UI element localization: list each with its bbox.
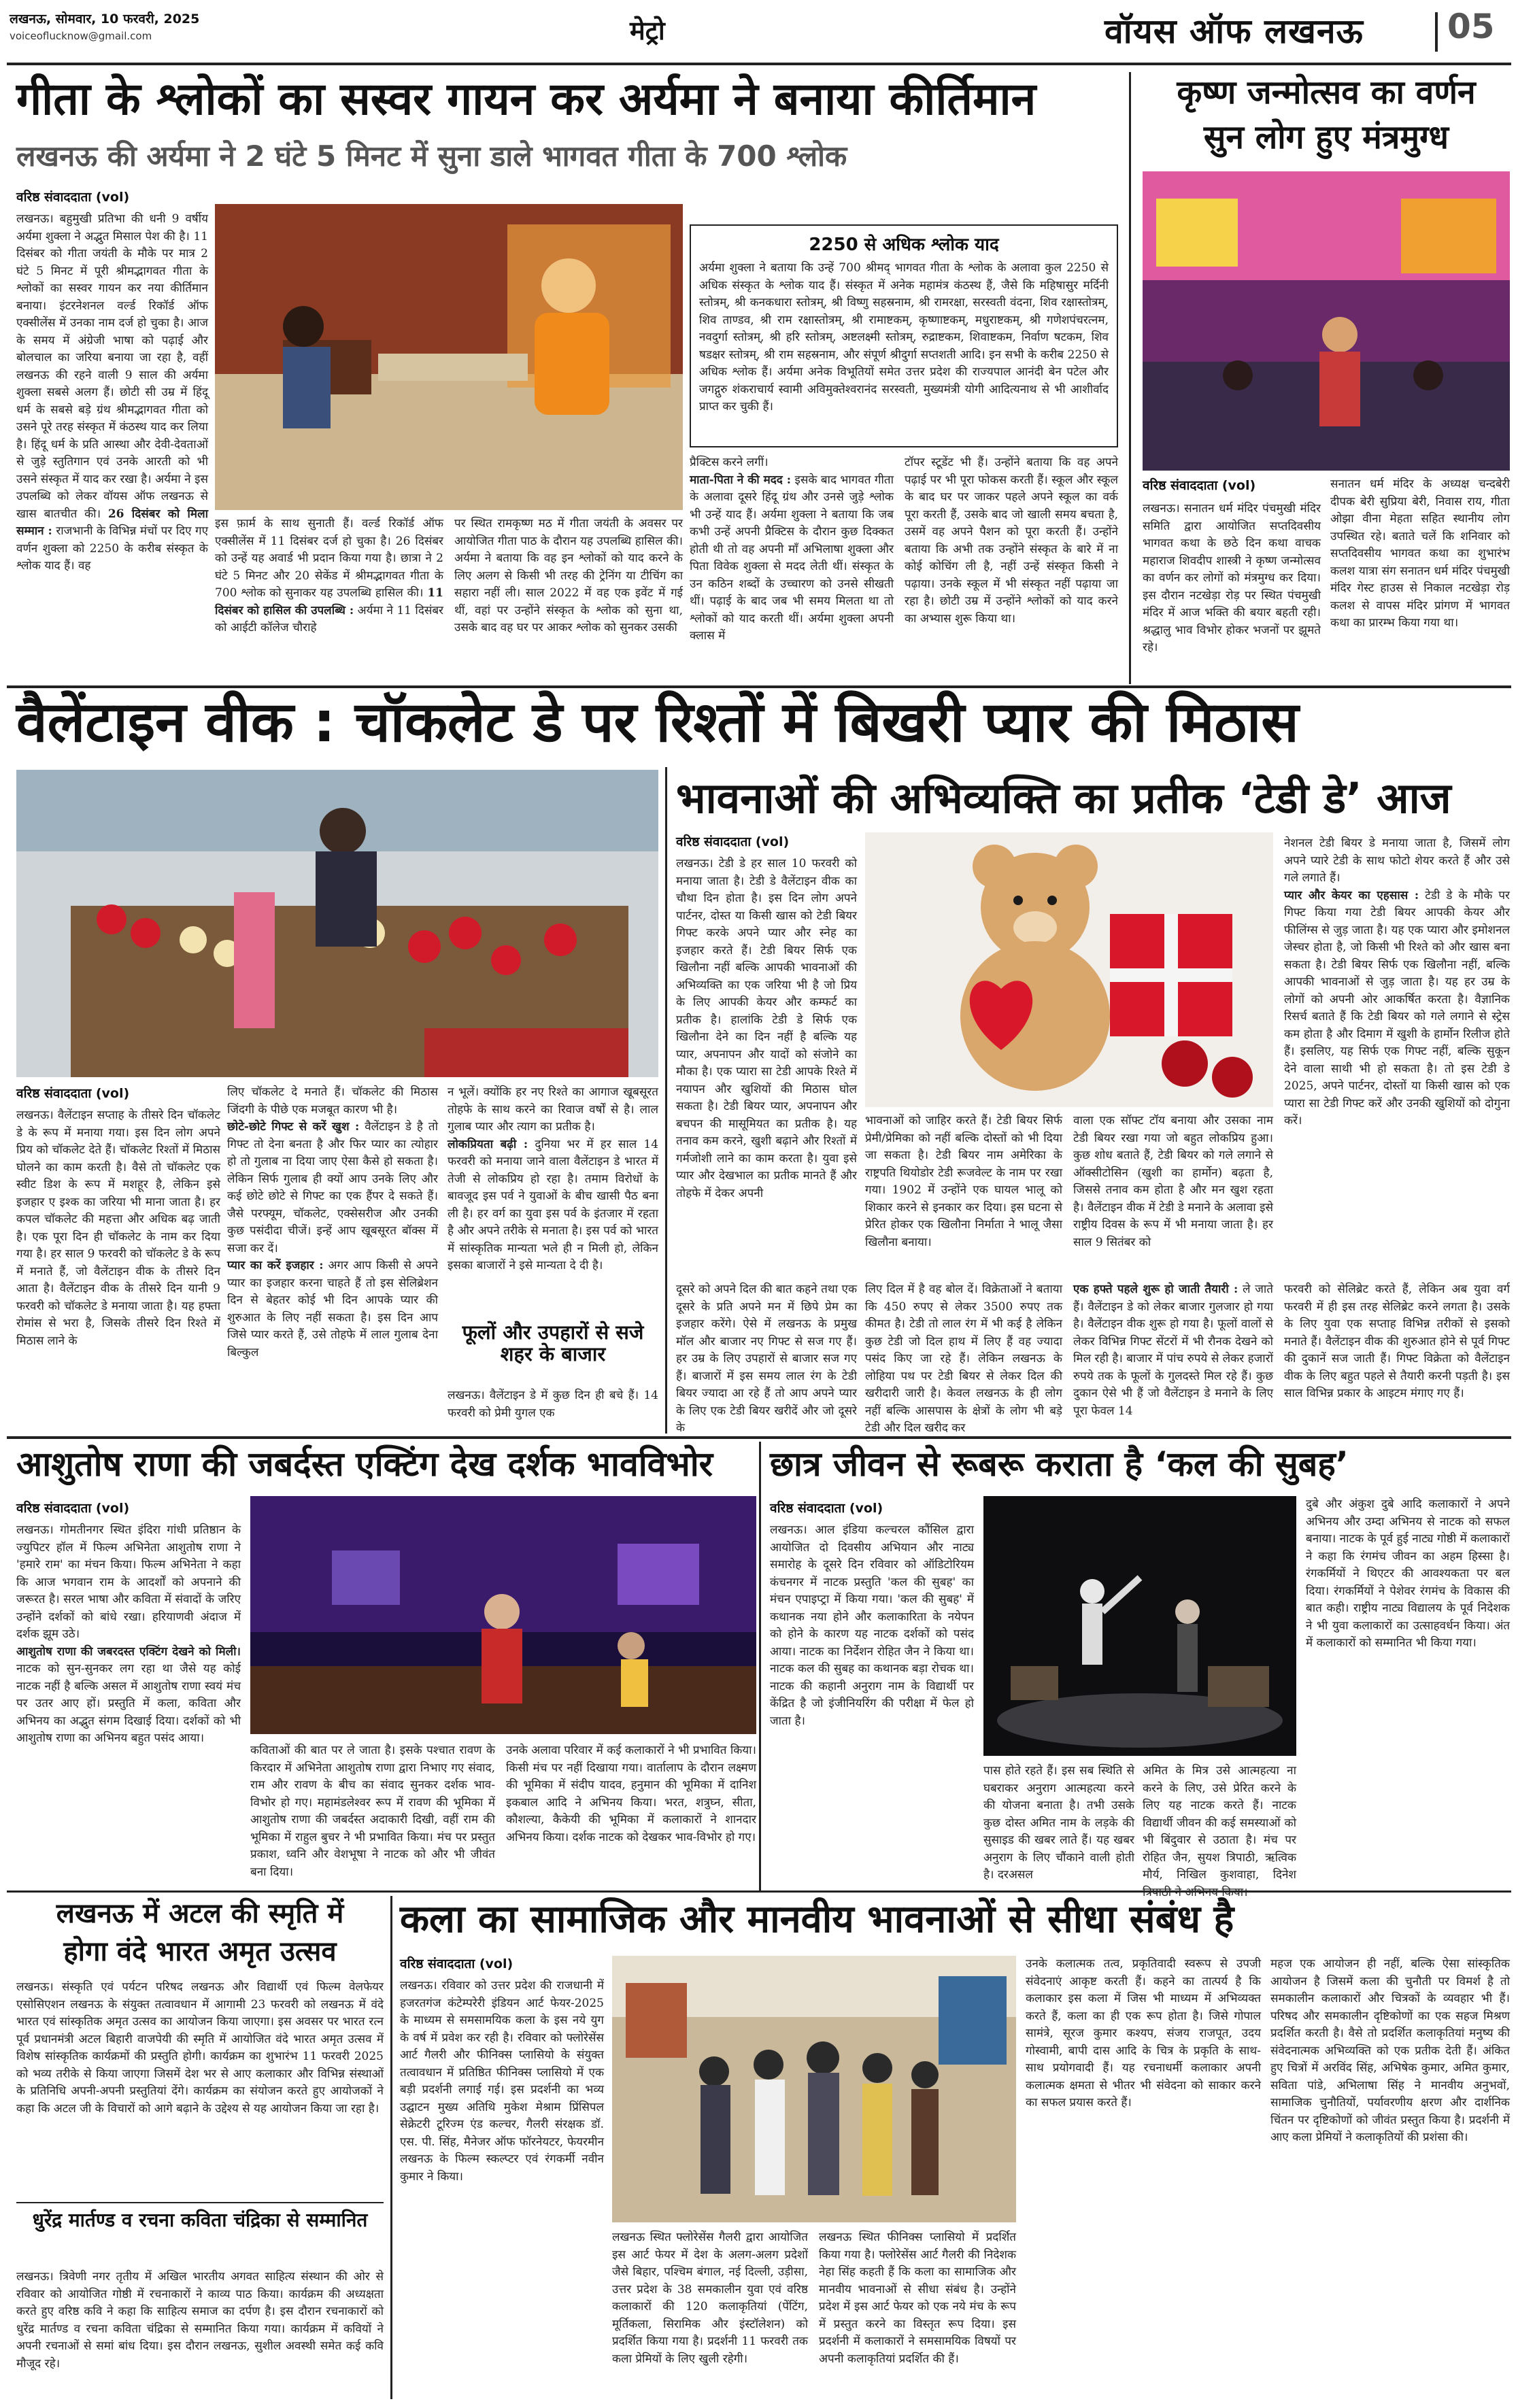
art-photo xyxy=(612,1956,1016,2222)
art-col3: लखनऊ स्थित फीनिक्स प्लासियो में प्रदर्शित किया गया है। फ्लोरेसेंस आर्ट गैलरी की निदेशक नेहा सिंह कहती हैं कि कला का सामाजिक और मानवीय भावनाओं से सीधा संबंध है। उन्होंने प्रदेश में इस आर्ट फेयर को एक नये मंच के रूप में प्रस्तुत करने का विस्तृत रूप दिया। इस प्रदर्शनी में कलाकारों ने समसामयिक विषयों पर अपनी कलाकृतियां प्रदर्शित की हैं। xyxy=(819,2231,1016,2366)
valentine-col1: लखनऊ। वैलेंटाइन सप्ताह के तीसरे दिन चॉकलेट डे के रूप में मनाया गया। इस दिन लोग अपने प्रिय को चॉकलेट देते हैं। चॉकलेट रिश्तों में मिठास घोलने का काम करती है। वैसे तो चॉकलेट एक स्वीट डिश के रूप में मशहूर है, लेकिन इसे इजहार ए इश्क का जरिया भी माना जाता है। हर कपल चॉकलेट की महत्ता और अधिक बढ़ जाती है। एक पूरा दिन ही चॉकलेट के नाम कर दिया गया है। हर साल 9 फरवरी को चॉकलेट डे के रूप में मनाते हैं, जो वैलेंटाइन वीक के तीसरे दिन आता है। वैलेंटाइन वीक के तीसरे दिन यानी 9 फरवरी को चॉकलेट डे मनाया जाता है। यह हफ्ता रोमांस से भरा है, जिसके तीसरे दिन रिश्ते में मिठास लाने के xyxy=(16,1108,220,1348)
art-col1: लखनऊ। रविवार को उत्तर प्रदेश की राजधानी में हजरतगंज कंटेम्परेरी इंडियन आर्ट फेयर-2025 के माध्यम से समसामयिक कला के इस नये युग के वर्ष में प्रवेश कर रही है। रविवार को फ्लोरेसेंस आर्ट गैलरी और फीनिक्स प्लासियो के संयुक्त तत्वावधान में प्रतिष्ठित फीनिक्स प्लासियो में एक बड़ी प्रदर्शनी लगाई गई। इस प्रदर्शनी का भव्य उद्घाटन मुख्य अतिथि मुकेश मेश्राम प्रिंसिपल सेक्रेटरी टूरिज्म एंड कल्चर, गैलरी संरक्षक डॉ. एस. पी. सिंह, मैनेजर ऑफ फॉरनेयटर, फेयरमीन लखनऊ के फिल्म स्कल्प्टर एवं रंगकर्मी नवीन कुमार ने किया। xyxy=(400,1979,604,2184)
divider-v1 xyxy=(1129,72,1131,684)
teddy-col4 xyxy=(1284,835,1510,1274)
teddy-byline: वरिष्ठ संवाददाता (vol) xyxy=(676,834,790,849)
art-col4: उनके कलात्मक तत्व, प्रकृतिवादी स्वरूप से उपजी संवेदनाएं आकृष्ट करती हैं। कहने का तात्पर्य है कि कलाकार इस कला में जिस भी माध्यम में अभिव्यक्त करते हैं, कला का ही एक रूप होता है। जिसे गोपाल सामंत्रे, सूरज कुमार कश्यप, संजय राजपूत, उदय गोस्वामी, बापी दास आदि के चित्र के प्रकृति के साथ-साथ प्रयोगवादी हैं। यह रचनाधर्मी कलाकार अपनी कलात्मक क्षमता से भीतर भी संवेदना को साकार करने का सफल प्रयास करते हैं। xyxy=(1026,1957,1261,2109)
art-headline: कला का सामाजिक और मानवीय भावनाओं से सीधा संबंध है xyxy=(400,1897,1234,1941)
valentine-col2-text: लिए चॉकलेट दे मनाते हैं। चॉकलेट की मिठास जिंदगी के पीछे एक मजबूत कारण भी है। xyxy=(227,1085,438,1117)
teddy-col4-text: नेशनल टेडी बियर डे मनाया जाता है, जिसमें लोग अपने प्यारे टेडी के साथ फोटो शेयर करते हैं और उसे गले लगाते हैं। xyxy=(1284,836,1510,885)
valentine-headline: वैलेंटाइन वीक : चॉकलेट डे पर रिश्तों में बिखरी प्यार की मिठास xyxy=(16,690,1299,755)
divider-h3 xyxy=(7,1890,1511,1893)
valentine-photo xyxy=(16,770,658,1077)
divider-v2 xyxy=(665,767,667,1434)
ashutosh-col1b-text: नाटक को सुन-सुनकर लग रहा था जैसे यह कोई नाटक नहीं है बल्कि असल में आशुतोष राणा स्वयं मंच पर उतर आए हों। प्रस्तुति में कला, कविता और अभिनय का अद्भुत संगम दिखाई दिया। दर्शकों को भी आशुतोष राणा का अभिनय बहुत पसंद आया। xyxy=(16,1662,241,1745)
gita-subhead: लखनऊ की अर्यमा ने 2 घंटे 5 मिनट में सुना डाले भागवत गीता के 700 श्लोक xyxy=(16,139,847,173)
atal-headline-2: होगा वंदे भारत अमृत उत्सव xyxy=(63,1936,337,1967)
kalkisubah-byline: वरिष्ठ संवाददाता (vol) xyxy=(770,1501,883,1516)
krishna-headline-2: सुन लोग हुए मंत्रमुग्ध xyxy=(1203,118,1449,156)
gita-col4 xyxy=(690,454,894,679)
brand-divider xyxy=(1435,12,1438,52)
gita-col4-prefix: प्रैक्टिस करने लगीं। xyxy=(690,456,769,469)
valentine-byline: वरिष्ठ संवाददाता (vol) xyxy=(16,1086,130,1101)
gita-col5: टॉपर स्टूडेंट भी हैं। उन्होंने बताया कि वह अपने पढ़ाई पर भी पूरा फोकस करती हैं। स्कूल और स्कूल के बाद घर पर जाकर पहले अपने स्कूल का वर्क पूरा करती हैं, उसके बाद जो खाली समय बचता है, उसमें वह अपने पैशन को पूरा करती हैं। उन्होंने बताया कि अभी तक उन्होंने संस्कृत के बारे में ना कोई कोचिंग ली है, नहीं उन्हें संस्कृत किसी ने पढ़ाया। उनके स्कूल में भी संस्कृत नहीं पढ़ाया जा रहा है। छोटी उम्र में उन्होंने श्लोकों को याद करने का अभ्यास शुरू किया था। xyxy=(905,456,1118,626)
divider-v3 xyxy=(759,1442,761,1890)
ashutosh-photo xyxy=(250,1496,756,1734)
krishna-photo-illustration xyxy=(1143,171,1510,471)
kalkisubah-col3: दुबे और अंकुश दुबे आदि कलाकारों ने अपने अभिनय और उम्दा अभिनय से नाटक को सफल बनाया। नाटक के पूर्व हुई नाट्य गोष्ठी में कलाकारों ने कहा कि रंगमंच जीवन का अहम हिस्सा है। रंगकर्मियों ने थिएटर की आवश्यकता पर बल दिया। रंगकर्मियों ने पेशेवर रंगमंच के विकास की बात कही। राष्ट्रीय नाट्य विद्यालय के पूर्व निदेशक ने भी युवा कलाकारों का उत्साहवर्धन किया। अंत में कलाकारों को सम्मानित भी किया गया। xyxy=(1306,1497,1510,1650)
teddy-col3c xyxy=(1073,1281,1273,1428)
gita-col4-subhead: माता-पिता ने की मदद : xyxy=(690,473,792,487)
art-col2: लखनऊ स्थित फ्लोरेसेंस गैलरी द्वारा आयोजित इस आर्ट फेयर में देश के अलग-अलग प्रदेशों जैसे बिहार, पश्चिम बंगाल, नई दिल्ली, उड़ीसा, उत्तर प्रदेश के 38 समकालीन युवा एवं वरिष्ठ कलाकारों की 120 कलाकृतियां (पेंटिंग, मूर्तिकला, सिरामिक और इंस्टॉलेशन) को प्रदर्शित किया गया है। प्रदर्शनी 11 फरवरी तक कला प्रेमियों के लिए खुली रहेगी। xyxy=(612,2231,808,2366)
kalkisubah-col2: पास होते रहते हैं। इस सब स्थिति से घबराकर अनुराग आत्महत्या करने की योजना बनाता है। तभी उसके कुछ दोस्त अमित नाम के लड़के की सुसाइड की खबर लाते हैं। यह खबर अनुराग के लिए चौंकाने वाली होती है। दरअसल xyxy=(983,1764,1134,1882)
teddy-col3c-text: ले जाते हैं। वैलेंटाइन डे को लेकर बाजार गुलजार हो गया है। वैलेंटाइन वीक शुरू हो गया है। फूलों वालों से लेकर विभिन्न गिफ्ट सेंटरों में भी रौनक देखने को मिल रही है। बाजार में पांच रुपये से लेकर हजारों रुपये तक के फूलों के गुलदस्ते मिल रहे हैं। कुछ दुकान ऐसे भी हैं जो वैलेंटाइन डे मनाने के लिए पूरा फेवल 14 xyxy=(1073,1283,1273,1418)
ashutosh-col1 xyxy=(16,1522,241,1882)
dhurendra-headline: धुरेंद्र मार्तण्ड व रचना कविता चंद्रिका से सम्मानित xyxy=(32,2209,368,2231)
atal-col2: लखनऊ। त्रिवेणी नगर तृतीय में अखिल भारतीय अगवत साहित्य संस्थान की ओर से रविवार को आयोजित गोष्ठी में रचनाकारों ने काव्य पाठ किया। कार्यक्रम की अध्यक्षता करते हुए वरिष्ठ कवि ने कहा कि साहित्य समाज का दर्पण है। इस दौरान रचनाकारों को धुरेंद्र मार्तण्ड व रचना कविता चंद्रिका से सम्मानित किया गया। कार्यक्रम में कवियों ने अपनी रचनाओं से समां बांध दिया। इस दौरान लखनऊ, सुशील अवस्थी समेत कई कवि मौजूद रहे। xyxy=(16,2270,384,2371)
gita-col2-subhead: 11 दिसंबर को हासिल की उपलब्धि : xyxy=(215,586,443,617)
divider-h2 xyxy=(7,1436,1511,1439)
valentine-col2b-text: वैलेंटाइन डे है तो गिफ्ट तो देना बनता है और फिर प्यार का त्योहार हो तो गुलाब ना दिया जाए ऐसा कैसे हो सकता है। लेकिन सिर्फ गुलाब ही क्यों आप उनके लिए और कई छोटे छोटे से गिफ्ट का एक हैंपर दे सकते हैं। जैसे परफ्यूम, चॉकलेट, एक्सेसरीज और उनकी कुछ पसंदीदा चीजें। इन्हें आप खूबसूरत बॉक्स में सजा कर दें। xyxy=(227,1120,438,1255)
kalkisubah-photo-illustration xyxy=(983,1496,1296,1756)
krishna-byline: वरिष्ठ संवाददाता (vol) xyxy=(1143,478,1256,493)
teddy-col4-subhead: प्यार और केयर का एहसास : xyxy=(1284,888,1419,902)
valentine-col3 xyxy=(448,1084,658,1315)
gita-col2-text: इस फ़ार्म के साथ सुनाती हैं। वर्ल्ड रिकॉर्ड ऑफ एक्सीलेंस में 11 दिसंबर दर्ज हो चुका है। 26 दिसंबर को उन्हें यह अवार्ड भी प्रदान किया गया है। छात्रा ने 2 घंटे 5 मिनट और 20 सेकेंड में श्रीमद्भागवत गीता के 700 श्लोक को सुनाकर यह उपलब्धि हासिल की। xyxy=(215,517,443,600)
atal-headline-1: लखनऊ में अटल की स्मृति में xyxy=(56,1898,344,1929)
gita-infobox-title: 2250 से अधिक श्लोक याद xyxy=(809,235,999,255)
teddy-col3b: लिए दिल में है वह बोल दें। विक्रेताओं ने बताया कि 450 रुपए से लेकर 3500 रुपए तक कीमत है। टेडी तो लाल रंग में भी कई है लेकिन कुछ टेडी जो दिल हाथ में लिए हैं वह ज्यादा पसंद किए जा रहे हैं। लेकिन लखनऊ के लोहिया पथ पर टेडी बियर से लेकर दिल की खरीदारी जारी है। केवल लखनऊ के ही लोग नहीं बल्कि आसपास के क्षेत्रों के लोग भी बड़े टेडी और दिल खरीद कर xyxy=(865,1283,1062,1435)
gita-infobox-text: अर्यमा शुक्ला ने बताया कि उन्हें 700 श्रीमद् भागवत गीता के श्लोक के अलावा कुल 2250 से अधिक संस्कृत के श्लोक याद हैं। संस्कृत में अनेक महामंत्र कंठस्थ हैं, जैसे कि महिषासुर मर्दिनी स्तोत्रम्, श्री कनकधारा स्तोत्रम्, श्री विष्णु सहस्रनाम, श्री रामरक्षा, सरस्वती वंदना, शिव रक्षास्तोत्रम्, शिव ताण्डव, श्री राम रक्षास्तोत्रम्, श्री रामाष्टकम्, कृष्णाष्टकम्, मधुराष्टकम्, श्री गणेशपंचरत्नम, नवदुर्गा स्तोत्रम्, श्री हरि स्तोत्रम्, अष्टलक्ष्मी स्तोत्रम्, रुद्राष्टकम, शिवाष्टकम, निर्वाण षटकम, शिव षडक्षर स्तोत्रम्, श्री राम सहस्रनाम, और संपूर्ण श्रीदुर्गा सप्तशती आदि। इन सभी के करीब 2250 से अधिक श्लोक हैं। अर्यमा अनेक विभूतियों समेत उत्तर प्रदेश की राज्यपाल आनंदी बेन पटेल और जगद्गुरु शंकराचार्य स्वामी अविमुक्तेश्वरानंद सरस्वती, मुख्यमंत्री योगी आदित्यनाथ से भी आशीर्वाद प्राप्त कर चुकी हैं। xyxy=(699,261,1109,413)
teddy-col2: भावनाओं को जाहिर करते हैं। टेडी बियर सिर्फ प्रेमी/प्रेमिका को नहीं बल्कि दोस्तों को भी दिया जा सकता है। टेडी बियर नाम अमेरिका के राष्ट्रपति थियोडोर टेडी रूजवेल्ट के नाम पर रखा गया। 1902 में उन्होंने एक घायल भालू को शिकार करने से इनकार कर दिया। इस घटना से प्रेरित होकर एक खिलौना निर्माता ने भालू जैसा खिलौना बनाया। xyxy=(865,1114,1062,1249)
valentine-col2-subhead2: प्यार का करें इजहार : xyxy=(227,1259,324,1272)
kalkisubah-photo xyxy=(983,1496,1296,1756)
ashutosh-col3: उनके अलावा परिवार में कई कलाकारों ने भी प्रभावित किया। किसी मंच पर नहीं दिखाया गया। वार्तालाप के दौरान लक्ष्मण की भूमिका में संदीप यादव, हनुमान की भूमिका में दानिश इकबाल आदि ने अभिनय किया। भरत, शत्रुघ्न, सीता, कौशल्या, कैकेयी की भूमिका में कलाकारों ने शानदार अभिनय किया। दर्शक नाटक को देखकर भाव-विभोर हो गए। xyxy=(506,1744,756,1844)
ashutosh-col2: कविताओं की बात पर ले जाता है। इसके पश्चात रावण के किरदार में अभिनेता आशुतोष राणा द्वारा निभाए गए संवाद, राम और रावण के बीच का संवाद सुनकर दर्शक भाव-विभोर हो गए। महामंडलेश्वर रूप में रावण की भूमिका में आशुतोष राणा की जबर्दस्त अदाकारी दिखी, वहीं राम की भूमिका में राहुल बुचर ने भी प्रभावित किया। मंच पर प्रस्तुत प्रकाश, ध्वनि और वेशभूषा ने नाटक को और भी जीवंत बना दिया। xyxy=(250,1744,495,1879)
art-col5: महज एक आयोजन ही नहीं, बल्कि ऐसा सांस्कृतिक आयोजन है जिसमें कला की चुनौती पर विमर्श है तो समकालीन कलाकारों और चित्रकों के व्यवहार भी हैं। परिषद और समकालीन दृष्टिकोणों का एक सहज मिश्रण प्रदर्शित करती है। वैसे तो प्रदर्शित कलाकृतियां मनुष्य की संवेदनात्मक अभिव्यक्ति को एक प्रतीक देती हैं। अंकित हुए चित्रों में अरविंद सिंह, अभिषेक कुमार, अमित कुमार, सविता पांडे, अभिलाषा सिंह ने मानवीय अनुभवों, सामाजिक चुनौतियों, पर्यावरणीय क्षरण और दार्शनिक चिंतन पर दृष्टिकोणों को जीवंत प्रस्तुत किया है। प्रदर्शनी में आए कला प्रेमियों ने कलाकृतियों की प्रशंसा की। xyxy=(1270,1957,1510,2144)
gita-col2-tail: अर्यमा ने 11 दिसंबर को आईटी कॉलेज चौराहे xyxy=(215,603,444,634)
ashutosh-col1-subhead: आशुतोष राणा की जबरदस्त एक्टिंग देखने को मिली। xyxy=(16,1644,241,1659)
page-number: 05 xyxy=(1447,7,1495,46)
valentine-col3-subhead: लोकप्रियता बढ़ी : xyxy=(448,1137,528,1151)
section-label: मेट्रो xyxy=(630,16,665,46)
atal-col1: लखनऊ। संस्कृति एवं पर्यटन परिषद लखनऊ और विद्यार्थी एवं फिल्म वेलफेयर एसोसिएशन लखनऊ के संयुक्त तत्वावधान में आगामी 23 फरवरी को लखनऊ में वंदे भारत एवं सांस्कृतिक अमृत उत्सव का आयोजन किया जाएगा। इस अवसर पर भारत रत्न पूर्व प्रधानमंत्री अटल बिहारी वाजपेयी की स्मृति में आयोजित वंदे भारत अमृत उत्सव में विशेष सांस्कृतिक कार्यक्रमों की प्रस्तुति होगी। कार्यक्रम का शुभारंभ 11 फरवरी 2025 को भव्य तरीके से किया जाएगा जिसमें देश भर से आए कलाकार और विभिन्न संस्थाओं के प्रतिनिधि अपनी-अपनी प्रस्तुतियां देंगे। कार्यक्रम का संयोजन करते हुए आयोजकों ने कहा कि अटल जी के विचारों को आगे बढ़ाने के उद्देश्य से यह आयोजन किया जा रहा है। xyxy=(16,1980,384,2116)
divider-v4 xyxy=(390,1896,392,2399)
divider-h1 xyxy=(7,685,1511,688)
masthead-date: लखनऊ, सोमवार, 10 फरवरी, 2025 xyxy=(10,12,200,27)
masthead-email: voiceoflucknow@gmail.com xyxy=(10,30,152,42)
gita-headline: गीता के श्लोकों का सस्वर गायन कर अर्यमा ने बनाया कीर्तिमान xyxy=(16,73,1036,125)
valentine-col3b-text: दुनिया भर में हर साल 14 फरवरी को मनाया जाने वाला वैलेंटाइन डे भारत में तेजी से लोकप्रिय हो रहा है। तमाम विरोधों के बावजूद इस पर्व ने युवाओं के बीच खासी पैठ बना ली है। हर वर्ग का युवा इस पर्व के इंतजार में रहता है और अपने तरीके से मनाता है। इस पर्व को भारत में सांस्कृतिक मान्यता भले ही न मिली हो, लेकिन इसका बाजारों ने इसे मान्यता दे दी है। xyxy=(448,1137,659,1272)
krishna-headline-1: कृष्ण जन्मोत्सव का वर्णन xyxy=(1177,73,1476,112)
brand-name: वॉयस ऑफ लखनऊ xyxy=(1104,12,1364,51)
kalkisubah-col1: लखनऊ। आल इंडिया कल्चरल कौंसिल द्वारा आयोजित दो दिवसीय अभियान और नाट्य समारोह के दूसरे दिन रविवार को ऑडिटोरियम कंचनगर में नाटक प्रस्तुति 'कल की सुबह' का मंचन एपाइप्ट्रा में किया गया। 'कल की सुबह' में कथानक नया होने और कलाकारिता के नयेपन को होने के कारण यह नाटक दर्शकों को पसंद आया। नाटक का निर्देशन रोहित जैन ने किया था। नाटक कल की सुबह का कथानक बड़ा रोचक था। नाटक की कहानी अनुराग नाम के विद्यार्थी पर केंद्रित है जो इंजीनियरिंग की परीक्षा में फेल हो जाता है। xyxy=(770,1523,974,1728)
gita-col4-text: इसके बाद भागवत गीता के अलावा दूसरे हिंदू ग्रंथ और उनसे जुड़े श्लोक भी उन्हें याद हैं। अर्यमा शुक्ला ने बताया कि जब कभी उन्हें अपनी प्रैक्टिस के दौरान कुछ दिक्कत होती थी तो वह अपनी माँ अभिलाषा शुक्ला और पिता विवेक शुक्ला से मदद लेती थीं। संस्कृत के उन कठिन शब्दों के उच्चारण को उनसे सीखती थीं। पढ़ाई के बाद जब भी समय मिलता था तो श्लोकों को याद करती थीं। अर्यमा शुक्ला अपनी क्लास में xyxy=(690,473,894,643)
valentine-col2 xyxy=(227,1084,438,1428)
masthead xyxy=(0,0,1518,63)
valentine-photo-illustration xyxy=(16,770,658,1077)
gita-col1-text: लखनऊ। बहुमुखी प्रतिभा की धनी 9 वर्षीय अर्यमा शुक्ला ने अद्भुत मिसाल पेश की है। 11 दिसंबर को गीता जयंती के मौके पर मात्र 2 घंटे 5 मिनट में पूरी श्रीमद्भागवत गीता के श्लोकों का सस्वर गायन कर नया कीर्तिमान बनाया। इंटरनेशनल वर्ल्ड रिकॉर्ड ऑफ एक्सीलेंस में उनका नाम दर्ज हो चुका है। आज के समय में अंग्रेजी भाषा को पढ़ाई और बोलचाल का जरिया बनाया जा रहा है, वहीं लखनऊ की रहने वाली 9 साल की अर्यमा शुक्ला सबसे अलग हैं। छोटी सी उम्र में हिंदू धर्म के सबसे बड़े ग्रंथ श्रीमद्भागवत गीता को उसने पूरे तरह संस्कृत में कंठस्थ याद कर लिया है। हिंदू धर्म के प्रति आस्था और देवी-देवताओं से जुड़े स्तुतिगान एवं उनके आरती को भी उसने संस्कृत में याद कर रखा है। अर्यमा ने इस उपलब्धि को लेकर वॉयस ऑफ लखनऊ से खास बातचीत की। xyxy=(16,212,208,521)
krishna-photo xyxy=(1143,171,1510,471)
gita-col1-tail: राजभानी के विभिन्न मंचों पर दिए गए वर्णन शुक्ला को 2250 के करीब संस्कृत के श्लोक याद हैं। वह xyxy=(16,524,208,573)
teddy-photo-illustration xyxy=(865,832,1273,1107)
teddy-headline: भावनाओं की अभिव्यक्ति का प्रतीक ‘टेडी डे’ आज xyxy=(676,773,1451,823)
teddy-col2b: दूसरे को अपने दिल की बात कहने तथा एक दूसरे के प्रति अपने मन में छिपे प्रेम का इजहार करेंगे। ऐसे में लखनऊ के प्रमुख मॉल और बाजार नए गिफ्ट से सज गए हैं। हर उम्र के लिए उपहारों से बाजार सज गए हैं। बाजारों में इस समय लाल रंग के टेडी बियर ज्यादा आ रहे हैं तो आप अपने प्यार के लिए एक टेडी बियर खरीदें और जो दूसरे के xyxy=(676,1283,857,1435)
valentine-col2c-text: अगर आप किसी से अपने प्यार का इजहार करना चाहते हैं तो इस सेलिब्रेशन दिन से बेहतर कोई भी दिन आपके प्यार की शुरुआत के लिए नहीं सकता है। इस दिन आप जिसे प्यार करते हैं, उसे तोहफे में लाल गुलाब देना बिल्कुल xyxy=(227,1259,438,1359)
gita-col1 xyxy=(16,211,208,680)
gita-col3: पर स्थित रामकृष्ण मठ में गीता जयंती के अवसर पर आयोजित गीता पाठ के दौरान यह उपलब्धि हासिल की। अर्यमा ने बताया कि वह इन श्लोकों को याद करने के लिए अलग से किसी भी तरह की ट्रेनिंग या टीचिंग का सहारा नहीं ली। साल 2022 में वह एक इवेंट में गई थीं, वहां पर उन्होंने संस्कृत के श्लोक को सुना था, उसके बाद वह घर पर आकर श्लोक को सुनकर उसकी xyxy=(454,517,683,634)
valentine-col3-text: न भूलें। क्योंकि हर नए रिश्ते का आगाज खूबसूरत तोहफे के साथ करने का रिवाज वर्षों से है। लाल गुलाब प्यार और त्याग का प्रतीक है। xyxy=(448,1085,658,1134)
ashutosh-byline: वरिष्ठ संवाददाता (vol) xyxy=(16,1501,130,1516)
art-photo-illustration xyxy=(612,1956,1016,2222)
valentine-col3c: लखनऊ। वैलेंटाइन डे में कुछ दिन ही बचे हैं। 14 फरवरी को प्रेमी युगल एक xyxy=(448,1389,658,1420)
teddy-col4c: फरवरी को सेलिब्रेट करते हैं, लेकिन अब युवा वर्ग फरवरी में ही इस तरह सेलिब्रेट करने लगता है। उसके के लिए युवा एक सप्ताह विभिन्न तरीकों से इसको मनाते हैं। वैलेंटाइन वीक की शुरुआत होने से पूर्व गिफ्ट की दुकानें सज जाती हैं। गिफ्ट विक्रेता को वैलेंटाइन वीक के लिए बहुत पहले से तैयारी करनी पड़ती है। इस साल विभिन्न प्रकार के आइटम मंगाए गए हैं। xyxy=(1284,1283,1510,1400)
krishna-col1: लखनऊ। सनातन धर्म मंदिर पंचमुखी मंदिर समिति द्वारा आयोजित सप्तदिवसीय भागवत कथा के छठे दिन कथा वाचक महाराज शिवदीप शास्त्री ने कृष्ण जन्मोत्सव का वर्णन कर लोगों को मंत्रमुग्ध कर दिया। इस दौरान नटखेड़ा रोड़ पर स्थित पंचमुखी मंदिर में आज भक्ति की बयार बहती रही। श्रद्धालु भाव विभोर होकर भजनों पर झूमते रहे। xyxy=(1143,502,1321,654)
gita-col1-subhead: 26 दिसंबर को मिला सम्मान : xyxy=(16,507,208,538)
krishna-col2: सनातन धर्म मंदिर के अध्यक्ष चन्दबेरी दीपक बेरी सुप्रिया बेरी, निवास राय, गीता ओझा वीना मेहता सहित स्थानीय लोग उपस्थित रहे। बताते चलें कि शनिवार को सप्तदिवसीय भागवत कथा का शुभारंभ कलश यात्रा संग सनातन धर्म मंदिर पंचमुखी मंदिर गेस्ट हाउस से निकाल नटखेड़ा रोड़ कलश से वापस मंदिर प्रांगण में भागवत कथा का प्रारम्भ किया गया था। xyxy=(1330,477,1510,630)
teddy-col3: वाला एक सॉफ्ट टॉय बनाया और उसका नाम टेडी बियर रखा गया जो बहुत लोकप्रिय हुआ। कुछ शोध बताते हैं, टेडी बियर को गले लगाने से ऑक्सीटोसिन (खुशी का हार्मोन) बढ़ता है, जिससे तनाव कम होता है और मन खुश रहता है। वैलेंटाइन वीक में टेडी डे मनाने के अलावा इसे राष्ट्रीय दिवस के रूप में भी मनाया जाता है। हर साल 9 सितंबर को xyxy=(1073,1114,1273,1249)
gita-infobox xyxy=(690,224,1118,447)
ashutosh-col1-text: लखनऊ। गोमतीनगर स्थित इंदिरा गांधी प्रतिष्ठान के ज्युपिटर हॉल में फिल्म अभिनेता आशुतोष राणा ने 'हमारे राम' का मंचन किया। फिल्म अभिनेता ने कहा कि आज भगवान राम के आदर्शों को अपनाने की जरूरत है। सरल भाषा और कविता में संवादों के जरिए उन्होंने दर्शकों को बांधे रखा। हरियाणवी अंदाज में दर्शक झूम उठे। xyxy=(16,1523,241,1641)
teddy-col4b-text: टेडी डे के मौके पर गिफ्ट किया गया टेडी बियर आपकी केयर और फीलिंग्स से जुड़ जाता है। यह एक प्यारा और इमोशनल जेस्चर होता है, जो किसी भी रिश्ते को और खास बना सकता है। टेडी बियर सिर्फ एक खिलौना नहीं, बल्कि आपकी भावनाओं से जुड़ जाता है। यह हर उम्र के लोगों को अपनी ओर आकर्षित करता है। वैज्ञानिक रिसर्च बताते हैं कि टेडी बियर को गले लगाने से स्ट्रेस कम होता है और दिमाग में खुशी के हार्मोन रिलीज होते हैं। इसलिए, यह सिर्फ एक गिफ्ट नहीं, बल्कि सुकून देने वाला साथी भी हो सकता है। तो इस टेडी डे 2025, अपने पार्टनर, दोस्तों या किसी खास को एक प्यारा सा टेडी गिफ्ट करें और उनकी खुशियों को दोगुना करें। xyxy=(1284,888,1511,1127)
gita-col2 xyxy=(215,515,443,679)
teddy-col1: लखनऊ। टेडी डे हर साल 10 फरवरी को मनाया जाता है। टेडी डे वैलेंटाइन वीक का चौथा दिन होता है। इस दिन लोग अपने पार्टनर, दोस्त या किसी खास को टेडी बियर गिफ्ट करके अपने प्यार और स्नेह का इजहार करते हैं। टेडी बियर सिर्फ एक खिलौना नहीं बल्कि आपकी भावनाओं की अभिव्यक्ति का एक जरिया भी है जो प्रिय के लिए आपकी केयर और कम्फर्ट का प्रतीक है। हालांकि टेडी डे सिर्फ एक खिलौना देने का दिन नहीं है बल्कि यह प्यार, अपनापन और यादों को संजोने का मौका है। एक प्यारा सा टेडी आपके रिश्ते में नयापन और खुशियों की मिठास घोल सकता है। टेडी बियर प्यार, अपनापन और बचपन की मासूमियत का प्रतीक है। यह तनाव कम करने, खुशी बढ़ाने और रिश्तों में गर्मजोशी लाने का काम करता है। युवा इसे प्यार और देखभाल का प्रतीक मानते हैं और तोहफे में देकर अपनी xyxy=(676,857,857,1200)
gita-photo xyxy=(215,204,683,510)
ashutosh-photo-illustration xyxy=(250,1496,756,1734)
masthead-rule xyxy=(7,63,1511,65)
valentine-col2-subhead: छोटे-छोटे गिफ्ट से करें खुश : xyxy=(227,1120,360,1134)
gita-photo-illustration xyxy=(215,204,683,510)
gita-byline: वरिष्ठ संवाददाता (vol) xyxy=(16,190,130,205)
teddy-photo xyxy=(865,832,1273,1107)
kalkisubah-headline: छात्र जीवन से रूबरू कराता है ‘कल की सुबह’ xyxy=(770,1444,1349,1484)
teddy-col3-subhead: एक हफ्ते पहले शुरू हो जाती तैयारी : xyxy=(1073,1283,1238,1296)
ashutosh-headline: आशुतोष राणा की जबर्दस्त एक्टिंग देख दर्शक भावविभोर xyxy=(16,1444,713,1484)
atal-divider xyxy=(16,2202,384,2203)
art-byline: वरिष्ठ संवाददाता (vol) xyxy=(400,1956,513,1971)
flowers-subheadline: फूलों और उपहारों से सजे शहर के बाजार xyxy=(462,1321,644,1366)
kalkisubah-col2b: अमित के मित्र उसे आत्महत्या ना करने के लिए, उसे प्रेरित करने के लिए यह नाटक करते हैं। नाटक विद्यार्थी जीवन की कई समस्याओं को भी बिंदुवार से उठाता है। मंच पर रोहित जैन, सुयश त्रिपाठी, ऋत्विक मौर्य, निखिल कुशवाहा, दिनेश xyxy=(1143,1764,1296,1882)
